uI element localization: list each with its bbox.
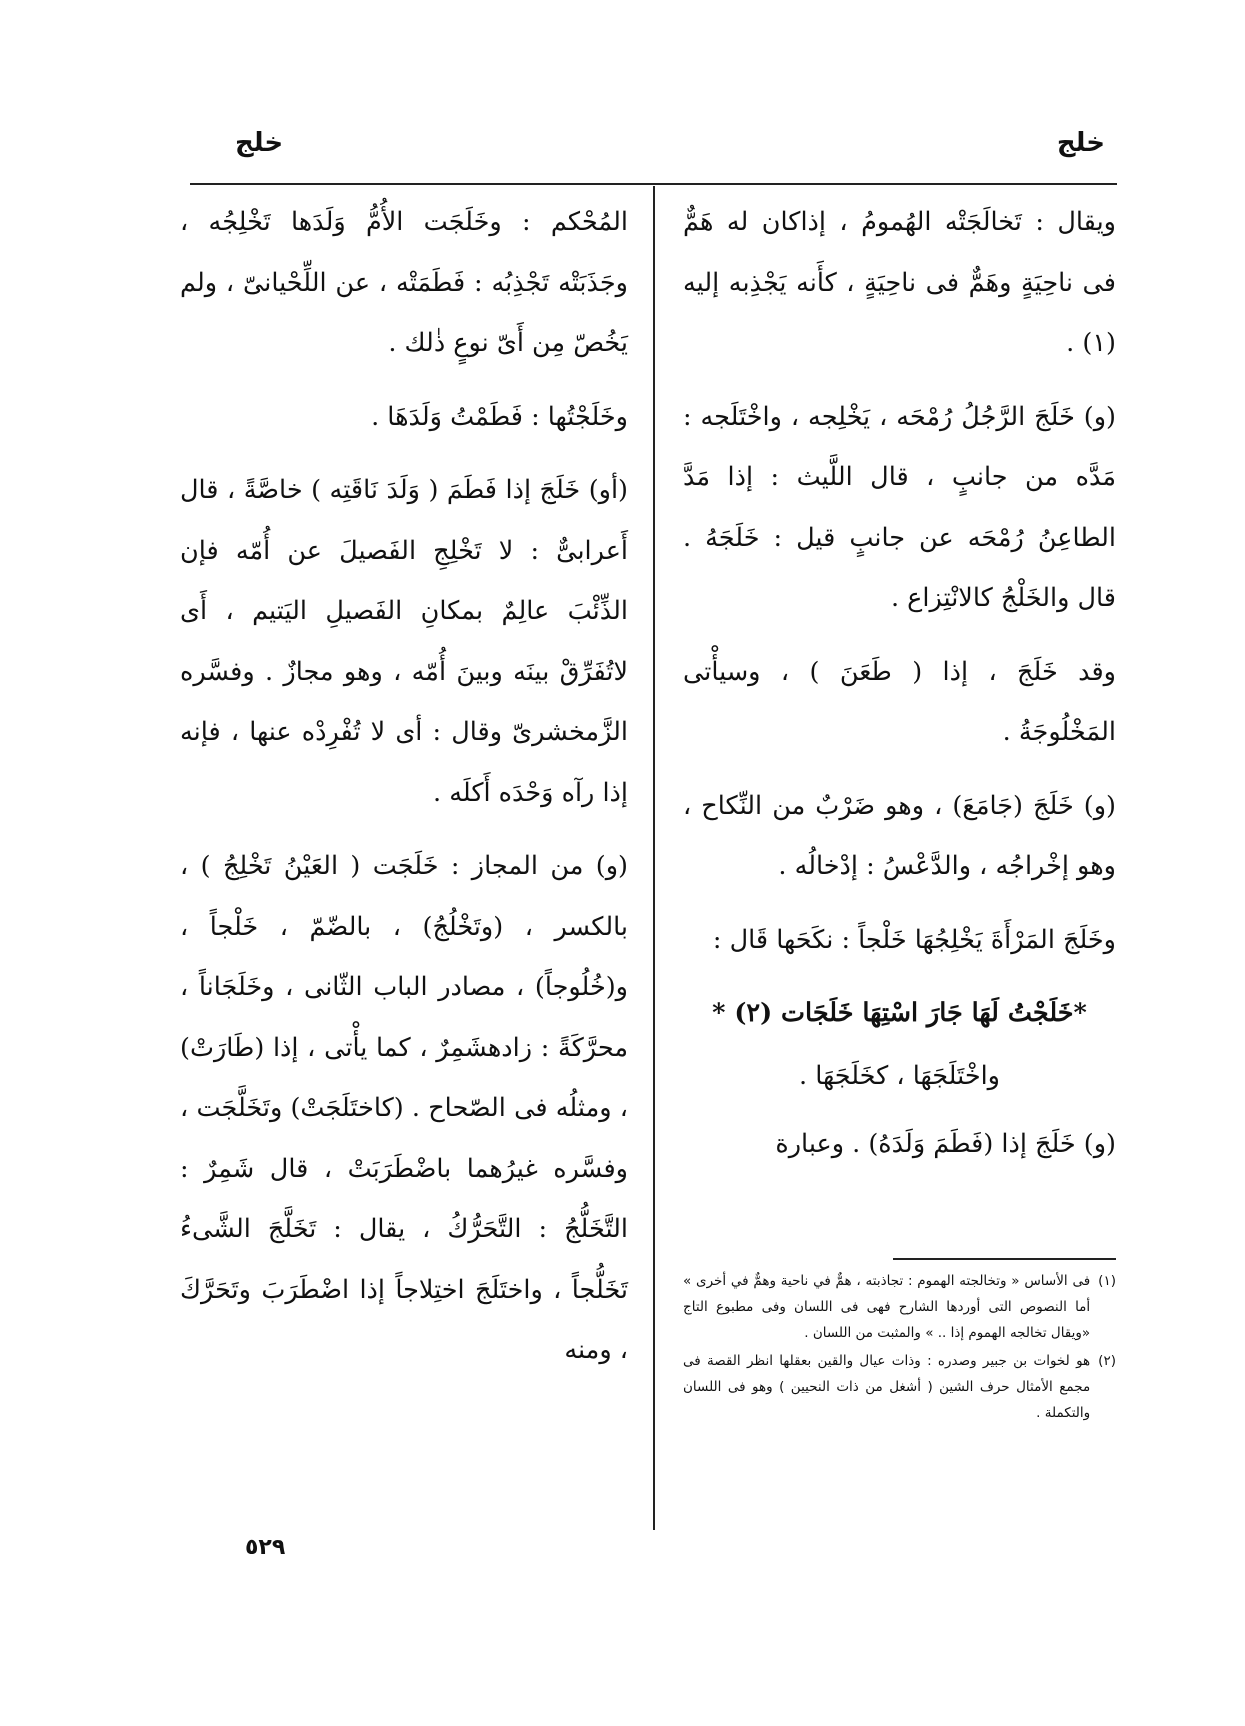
footnote-rule [893,1258,1116,1260]
verse-follow-line: واخْتَلَجَهَا ، كخَلَجَهَا . [799,1060,1000,1091]
footnote-number: (١) [1098,1273,1116,1289]
footnote [683,1268,1116,1346]
header-rule [190,183,1117,185]
running-header-right: خلج [1056,128,1105,158]
footnote-text: هو لخوات بن جبير وصدره : وذات عيال والقين بعقلها انظر القصة فى مجمع الأمثال حرف الشين ( أشغل من ذات النحيين ) وهو فى اللسان والتكملة . [683,1353,1091,1421]
left-paragraph: وخَلَجْتُها : فَطَمْتُ وَلَدَهَا . [371,401,628,432]
right-column [683,192,1116,1188]
right-paragraph: (و) خَلَجَ الرَّجُلُ رُمْحَه ، يَخْلِجه ، واخْتَلَجه : مَدَّه من جانبٍ ، قال اللَّيث : إذا مَدَّ الطاعِنُ رُمْحَه عن جانبٍ قيل : خَلَجَهُ . قال والخَلْجُ كالانْتِزاع . [683,401,1116,613]
column-divider [653,186,655,1530]
left-paragraph: المُحْكم : وخَلَجَت الأُمُّ وَلَدَها تَخْلِجُه ، وجَذَبَتْه تَجْذِبُه : فَطَمَتْه ، عن اللِّحْيانىّ ، ولم يَخُصّ مِن أَىّ نوعٍ ذٰلك . [180,207,628,358]
page-number: ٥٢٩ [245,1535,286,1560]
verse-line: *خَلَجْتُ لَهَا جَارَ اسْتِهَا خَلَجَات (٢) * [712,998,1087,1028]
running-header-left: خلج [235,128,284,158]
left-paragraph: (أو) خَلَجَ إذا فَطَمَ ( وَلَدَ نَاقَتِه ) خاصَّةً ، قال أَعرابىٌّ : لا تَخْلِجِ الفَصيلَ عن أُمّه فإن الذِّئْبَ عالِمٌ بمكانِ الفَصيلِ اليَتيم ، أَى لاتُفَرِّقْ بينَه وبينَ أُمّه ، وهو مجازٌ . وفسَّره الزَّمخشرىّ وقال : أى لا تُفْرِدْه عنها ، فإنه إذا رآه وَحْدَه أَكلَه . [180,475,628,808]
footnote-number: (٢) [1098,1353,1116,1369]
right-paragraph: ويقال : تَخالَجَتْه الهُمومُ ، إذاكان له هَمٌّ فى ناحِيَةٍ وهَمٌّ فى ناحِيَةٍ ، كأَنه يَجْذِبه إليه (١) . [683,207,1116,358]
footnotes [683,1268,1116,1428]
footnote [683,1348,1116,1426]
left-paragraph: (و) من المجاز : خَلَجَت ( العَيْنُ تَخْلِجُ ) ، بالكسر ، (وتَخْلُجُ) ، بالضّمّ ، خَلْجاً ، و(خُلُوجاً) ، مصادر الباب الثّانى ، وخَلَجَاناً ، محرَّكَةً : زادهشَمِرٌ ، كما يأْتى ، إذا (طَارَتْ) ، ومثلُه فى الصّحاح . (كاختَلَجَتْ) وتَخَلَّجَت ، وفسَّره غيرُهما باضْطَرَبَتْ ، قال شَمِرٌ : التَّخَلُّجُ : التَّحَرُّكُ ، يقال : تَخَلَّجَ الشَّىءُ تَخَلُّجاً ، واختَلَجَ اختِلاجاً إذا اضْطَرَبَ وتَحَرَّكَ ، ومنه [180,851,628,1365]
right-paragraph: (و) خَلَجَ (جَامَعَ) ، وهو ضَرْبٌ من النِّكاح ، وهو إخْراجُه ، والدَّعْسُ : إدْخالُه . [683,790,1116,881]
right-paragraph: وقد خَلَجَ ، إذا ( طَعَنَ ) ، وسيأْتى المَخْلُوجَةُ . [683,656,1116,747]
right-paragraph: وخَلَجَ المَرْأَةَ يَخْلِجُهَا خَلْجاً : نكَحَها قَال : [712,924,1116,955]
left-column [180,192,628,1394]
right-paragraph: (و) خَلَجَ إذا (فَطَمَ وَلَدَهُ) . وعبارة [775,1129,1116,1159]
footnote-text: فى الأساس « وتخالجته الهموم : تجاذبته ، همٌّ في ناحية وهمٌّ في أخرى » أما النصوص التى أوردها الشارح فهى فى اللسان وفى مطبوع التاج «ويقال تخالجه الهموم إذا .. » والمثبت من اللسان . [683,1273,1091,1341]
